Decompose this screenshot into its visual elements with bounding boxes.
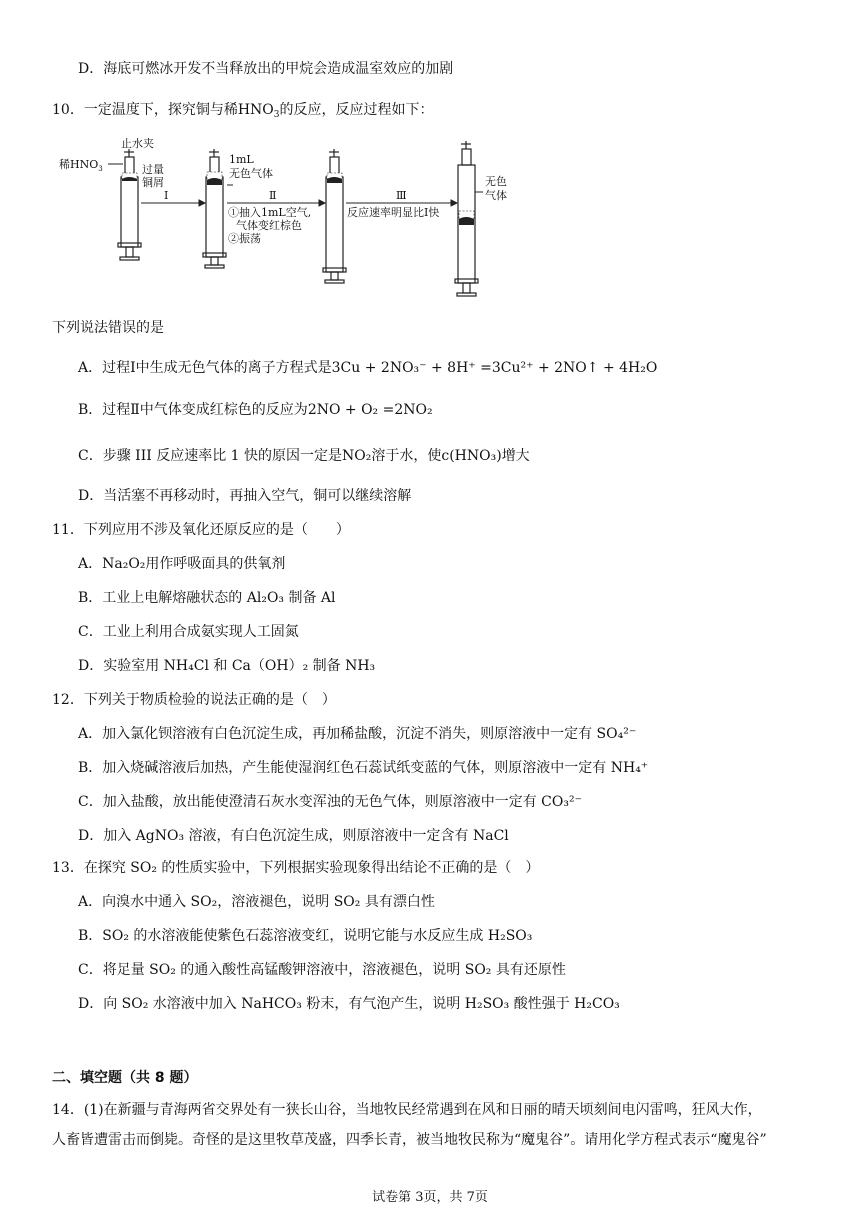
q10-stem-post: 的反应，反应过程如下： xyxy=(279,102,434,118)
q10-option-b xyxy=(78,400,433,420)
q11-option-d: D．实验室用 NH₄Cl 和 Ca（OH）₂ 制备 NH₃ xyxy=(78,658,376,674)
q13-option-c: C．将足量 SO₂ 的通入酸性高锰酸钾溶液中，溶液褪色，说明 SO₂ 具有还原性 xyxy=(78,962,566,978)
q11-option-c: C．工业上利用合成氨实现人工固氮 xyxy=(78,624,299,640)
q12-option-b: B．加入烧碱溶液后加热，产生能使湿润红色石蕊试纸变蓝的气体，则原溶液中一定有 NH₄⁺ xyxy=(78,760,649,776)
q11-option-a: A．Na₂O₂用作呼吸面具的供氧剂 xyxy=(78,556,286,572)
q13-option-d: D．向 SO₂ 水溶液中加入 NaHCO₃ 粉末，有气泡产生，说明 H₂SO₃ 酸性强于 H₂CO₃ xyxy=(78,996,620,1012)
step-2-label: Ⅱ xyxy=(269,189,277,202)
q10-option-c xyxy=(78,446,530,466)
page-footer: 试卷第 3页，共 7页 xyxy=(372,1190,488,1205)
q10-option-b-equation: 2NO + O₂ =2NO₂ xyxy=(307,402,433,418)
q12-option-c: C．加入盐酸，放出能使澄清石灰水变浑浊的无色气体，则原溶液中一定有 CO₃²⁻ xyxy=(78,794,582,810)
q14-line-2: 人畜皆遭雷击而倒毙。奇怪的是这里牧草茂盛，四季长青，被当地牧民称为“魔鬼谷”。请用化学方程式表示“魔鬼谷” xyxy=(52,1132,767,1148)
q10-option-c-text: C．步骤 III 反应速率比 1 快的原因一定是 xyxy=(78,448,343,464)
step-2-line-c: ②振荡 xyxy=(228,232,261,245)
step-3-line-a: 反应速率明显比I快 xyxy=(347,206,440,219)
q10-stem-pre: 10．一定温度下，探究铜与稀 xyxy=(52,102,238,118)
syringe-diagram xyxy=(55,135,525,307)
q10-option-c-post: 增大 xyxy=(501,448,530,464)
step-1-label: I xyxy=(164,189,169,202)
q9-option-d: D．海底可燃冰开发不当释放出的甲烷会造成温室效应的加剧 xyxy=(78,61,454,77)
step-2-line-b: 气体变红棕色 xyxy=(236,219,302,232)
q12-stem: 12．下列关于物质检验的说法正确的是（ ） xyxy=(52,692,336,708)
clip-label: 止水夹 xyxy=(121,137,154,150)
q10-stem-sub: 3 xyxy=(273,110,280,120)
q10-option-a-equation: 3Cu + 2NO₃⁻ + 8H⁺ =3Cu²⁺ + 2NO↑ + 4H₂O xyxy=(331,360,658,376)
q12-option-d: D．加入 AgNO₃ 溶液，有白色沉淀生成，则原溶液中一定含有 NaCl xyxy=(78,828,509,844)
q10-option-a xyxy=(78,358,657,378)
gas-1-label: 无色气体 xyxy=(229,167,273,180)
q10-prompt: 下列说法错误的是 xyxy=(52,320,164,336)
copper-label-2: 铜屑 xyxy=(142,176,164,189)
section-heading: 二、填空题（共 8 题） xyxy=(52,1070,198,1086)
gas-2-label-b: 气体 xyxy=(485,189,507,202)
q10-stem xyxy=(52,100,434,125)
step-2-line-a: ①抽入1mL空气, xyxy=(228,206,312,219)
q13-option-a: A．向溴水中通入 SO₂，溶液褪色，说明 SO₂ 具有漂白性 xyxy=(78,894,435,910)
q10-option-c-formula-1: NO₂ xyxy=(342,448,372,464)
acid-label: 稀$HNO_3$ xyxy=(59,158,103,173)
q13-option-b: B．SO₂ 的水溶液能使紫色石蕊溶液变红，说明它能与水反应生成 H₂SO₃ xyxy=(78,928,533,944)
q10-option-a-text: A．过程Ⅰ中生成无色气体的离子方程式是 xyxy=(78,360,332,376)
step-3-label: Ⅲ xyxy=(396,189,407,202)
q11-stem: 11．下列应用不涉及氧化还原反应的是（ ） xyxy=(52,522,350,538)
q10-option-c-formula-2: c(HNO₃) xyxy=(441,448,502,464)
volume-label: 1mL xyxy=(229,153,254,166)
gas-2-label-a: 无色 xyxy=(485,175,507,188)
q10-option-d: D．当活塞不再移动时，再抽入空气，铜可以继续溶解 xyxy=(78,488,412,504)
q12-option-a: A．加入氯化钡溶液有白色沉淀生成，再加稀盐酸，沉淀不消失，则原溶液中一定有 SO₄²⁻ xyxy=(78,726,637,742)
q14-line-1: 14．(1)在新疆与青海两省交界处有一狭长山谷，当地牧民经常遇到在风和日丽的晴天顷刻间电闪雷鸣，狂风大作， xyxy=(52,1102,762,1118)
q10-stem-formula: HNO xyxy=(237,102,274,118)
q10-option-c-mid: 溶于水，使 xyxy=(371,448,442,464)
q10-option-b-text: B．过程Ⅱ中气体变成红棕色的反应为 xyxy=(78,402,308,418)
q11-option-b: B．工业上电解熔融状态的 Al₂O₃ 制备 Al xyxy=(78,590,336,606)
q13-stem: 13．在探究 SO₂ 的性质实验中，下列根据实验现象得出结论不正确的是（ ） xyxy=(52,860,540,876)
copper-label-1: 过量 xyxy=(142,163,164,176)
